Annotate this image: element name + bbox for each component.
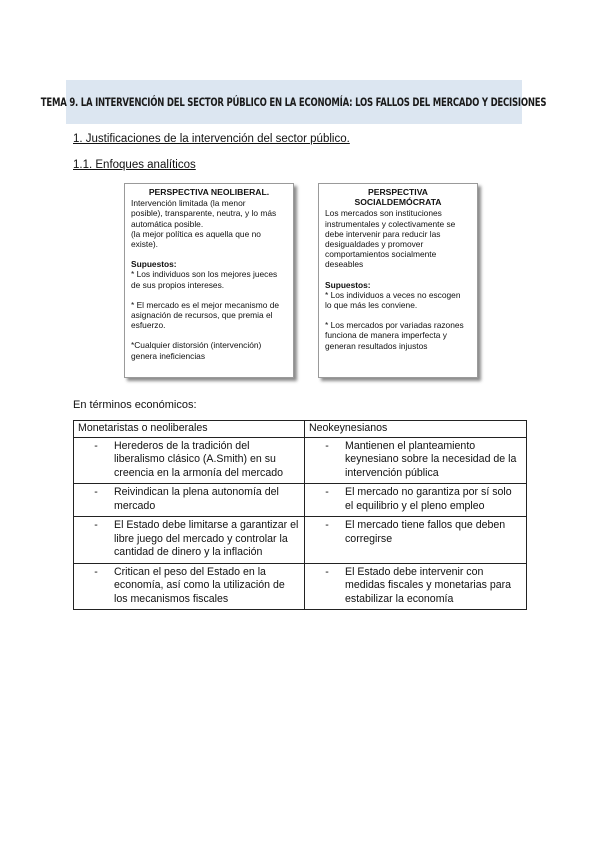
table-header-row (74, 421, 527, 438)
socialdemocrata-title: PERSPECTIVA SOCIALDEMÓCRATA (354, 187, 442, 208)
cell-text: El Estado debe intervenir con medidas fiscales y monetarias para estabilizar la economía (345, 565, 512, 605)
table-row (74, 437, 527, 484)
header-neokeynesianos: Neokeynesianos (305, 421, 527, 438)
cell-text: El Estado debe limitarse a garantizar el libre juego del mercado y controlar la cantidad de dinero y la inflación (114, 519, 299, 558)
neoliberal-line: automática posible. (131, 218, 204, 229)
table-cell (74, 484, 305, 517)
table-cell (305, 563, 527, 610)
neoliberal-supuesto: *Cualquier distorsión (intervención) (131, 340, 262, 351)
comparison-table (73, 420, 527, 610)
table-row (74, 563, 527, 610)
socialdemocrata-line: instrumentales y colectivamente se (325, 218, 456, 229)
cell-text: Reivindican la plena autonomía del mercado (114, 486, 279, 512)
table-cell (305, 484, 527, 517)
socialdemocrata-line: deseables (325, 259, 364, 270)
socialdemocrata-supuesto: funciona de manera imperfecta y (325, 330, 447, 341)
neoliberal-title: PERSPECTIVA NEOLIBERAL. (148, 187, 270, 197)
cell-text: Herederos de la tradición del liberalismo clásico (A.Smith) en su creencia en la armonía del mercado (114, 439, 284, 479)
table-row (74, 517, 527, 564)
socialdemocrata-supuesto: * Los mercados por variadas razones (325, 320, 464, 331)
dash-bullet: - (94, 519, 98, 531)
intro-text: En términos económicos: (73, 399, 197, 411)
cell-text: El mercado no garantiza por sí solo el equilibrio y el pleno empleo (345, 486, 512, 512)
subsection-heading: 1.1. Enfoques analíticos (73, 159, 196, 171)
cell-text: Critican el peso del Estado en la economía, así como la utilización de los mecanismos fiscales (114, 565, 285, 605)
dash-bullet: - (94, 565, 98, 578)
page-title: TEMA 9. LA INTERVENCIÓN DEL SECTOR PÚBLICO EN LA ECONOMÍA: LOS FALLOS DEL MERCADO Y DECISIONES (41, 95, 547, 109)
neoliberal-card (124, 183, 294, 378)
dash-bullet: - (325, 486, 329, 498)
socialdemocrata-line: Los mercados son instituciones (325, 208, 442, 219)
socialdemocrata-line: desigualdades y promover (325, 239, 424, 250)
neoliberal-supuestos-label: Supuestos: (131, 259, 177, 270)
neoliberal-line: posible), transparente, neutra, y lo más (131, 208, 277, 219)
socialdemocrata-line: debe intervenir para reducir las (325, 228, 441, 239)
socialdemocrata-supuestos-label: Supuestos: (325, 279, 371, 290)
table-cell (305, 517, 527, 564)
table-cell (74, 563, 305, 610)
dash-bullet: - (325, 519, 329, 531)
header-monetaristas: Monetaristas o neoliberales (74, 421, 305, 438)
table-cell (74, 517, 305, 564)
table-row (74, 484, 527, 517)
neoliberal-supuesto: genera ineficiencias (131, 350, 206, 361)
cell-text: El mercado tiene fallos que deben corregirse (345, 519, 506, 545)
neoliberal-supuesto: de sus propios intereses. (131, 279, 225, 290)
dash-bullet: - (325, 439, 329, 452)
neoliberal-supuesto: esfuerzo. (131, 320, 166, 331)
neoliberal-supuesto: asignación de recursos, que premia el (131, 310, 273, 321)
socialdemocrata-supuesto: generan resultados injustos (325, 340, 428, 351)
dash-bullet: - (325, 565, 329, 578)
neoliberal-supuesto: * Los individuos son los mejores jueces (131, 269, 278, 280)
neoliberal-line: Intervención limitada (la menor (131, 198, 246, 209)
neoliberal-supuesto: * El mercado es el mejor mecanismo de (131, 299, 280, 310)
socialdemocrata-card (318, 183, 478, 378)
table-cell (305, 437, 527, 484)
socialdemocrata-supuesto: * Los individuos a veces no escogen (325, 289, 461, 300)
dash-bullet: - (94, 439, 98, 452)
dash-bullet: - (94, 486, 98, 498)
neoliberal-line: existe). (131, 239, 158, 250)
socialdemocrata-line: comportamientos socialmente (325, 249, 437, 260)
section-heading: 1. Justificaciones de la intervención del sector público. (73, 133, 350, 145)
table-cell (74, 437, 305, 484)
title-band (41, 80, 547, 124)
socialdemocrata-supuesto: lo que más les conviene. (325, 300, 418, 311)
cell-text: Mantienen el planteamiento keynesiano sobre la necesidad de la intervención pública (345, 439, 517, 479)
neoliberal-line: (la mejor política es aquella que no (131, 228, 261, 239)
